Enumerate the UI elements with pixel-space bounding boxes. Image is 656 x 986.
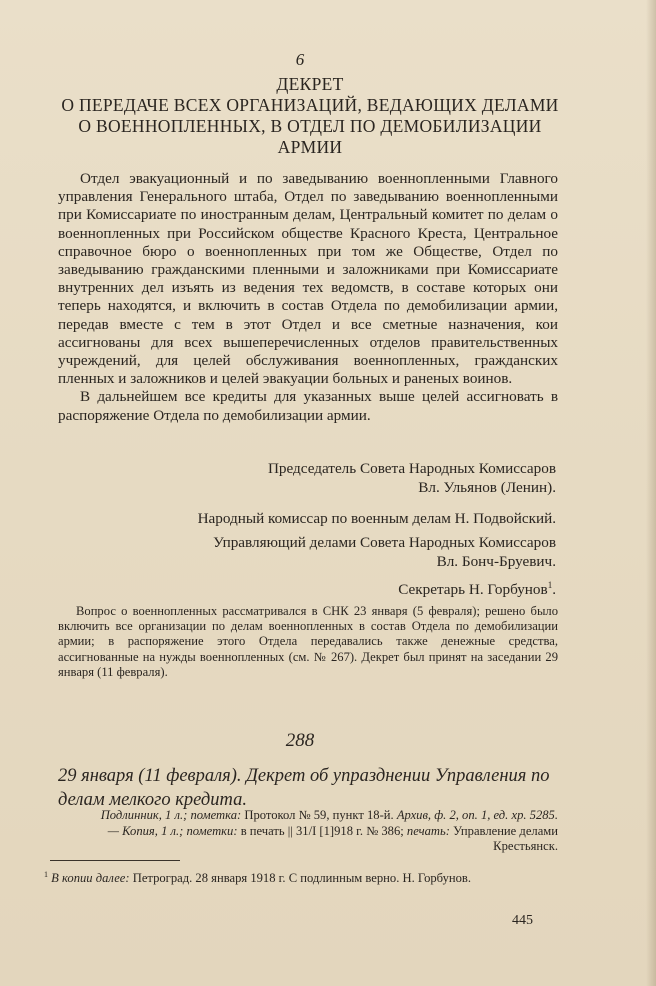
document-title: 29 января (11 февраля). Декрет об упразднении Управления по делам мелкого кредита.: [58, 766, 550, 810]
note-text: Вопрос о военнопленных рассматривался в СНК 23 января (5 февраля); решено было включить все организации по делам военнопленных в состав Отдела по демобилизации армии; в распоряжение этого Отдела передавались также денежные средства, ассигнованные на нужды военнопленных (см. № 267). Декрет был принят на заседании 29 января (11 февраля).: [58, 604, 558, 679]
title-line: ДЕКРЕТ: [276, 74, 344, 94]
body-paragraph: В дальнейшем все кредиты для указанных выше целей ассигновать в распоряжение Отдела по демобилизации армии.: [58, 388, 558, 424]
manager-name: Вл. Бонч-Бруевич.: [436, 552, 556, 570]
editorial-note: [58, 604, 558, 680]
decree-title: [40, 74, 580, 158]
title-line: О ПЕРЕДАЧЕ ВСЕХ ОРГАНИЗАЦИЙ, ВЕДАЮЩИХ ДЕЛАМИ: [61, 95, 559, 115]
chairman-title: Председатель Совета Народных Комиссаров: [267, 460, 556, 477]
footnote-label: В копии далее:: [48, 871, 130, 886]
footnote-divider: [50, 860, 180, 861]
manager-signature: [213, 534, 556, 571]
source-label: печать:: [406, 823, 450, 838]
chairman-name: Вл. Ульянов (Ленин).: [418, 478, 556, 496]
decree-body: [58, 170, 558, 425]
secretary-end: .: [552, 581, 556, 599]
page-edge-shadow: [646, 0, 656, 986]
commissar-signature: Народный комиссар по военным делам Н. Подвойский.: [197, 510, 556, 527]
body-paragraph: Отдел эвакуационный и по заведыванию военнопленными Главного управления Генерального штаба, Отдел по заведыванию военнопленными при Комиссариате по иностранным делам, Центральный комитет по делам о военнопленных при Российском обществе Красного Креста, Центральное справочное бюро о военнопленных при том же Обществе, Отдел по заведыванию гражданскими пленными и заложниками при Комиссариате внутренних дел изъять из ведения тех ведомств, в составе которых они теперь находятся, и включить в состав Отдела по демобилизации армии, передав вместе с тем в этот Отдел и все сметные назначения, кои ассигнованы для всех вышеперечисленных отделов правительственных учреждений, для целей обслуживания военнопленных, гражданских пленных и заложников и целей эвакуации больных и раненых воинов.: [58, 170, 558, 388]
title-line: АРМИИ: [277, 137, 343, 157]
source-label: Подлинник, 1 л.; пометка:: [100, 808, 242, 822]
footnote-text: Петроград. 28 января 1918 г. С подлинным верно. Н. Горбунов.: [129, 871, 472, 886]
source-reference: [90, 808, 558, 855]
source-text: Протокол № 59, пункт 18-й.: [241, 808, 397, 822]
page-number: 445: [512, 913, 533, 928]
source-label: Архив, ф. 2, оп. 1, ед. хр. 5285. — Копия, 1 л.; пометки:: [107, 808, 558, 838]
footnote-marker: 1: [547, 580, 553, 590]
chairman-signature: [268, 460, 556, 497]
footnote: [44, 867, 558, 886]
footnote-number: 1: [44, 870, 48, 879]
secretary-text: Секретарь Н. Горбунов: [398, 581, 548, 599]
manager-title: Управляющий делами Совета Народных Комиссаров: [213, 534, 556, 551]
source-text: в печать || 31/I [1]918 г. № 386;: [237, 823, 407, 838]
source-text: Управление делами Крестьянск.: [449, 823, 558, 854]
title-line: О ВОЕННОПЛЕННЫХ, В ОТДЕЛ ПО ДЕМОБИЛИЗАЦИИ: [78, 116, 542, 136]
document-number: 288: [285, 730, 315, 751]
section-number: 6: [295, 50, 305, 69]
secretary-signature: [398, 576, 556, 600]
